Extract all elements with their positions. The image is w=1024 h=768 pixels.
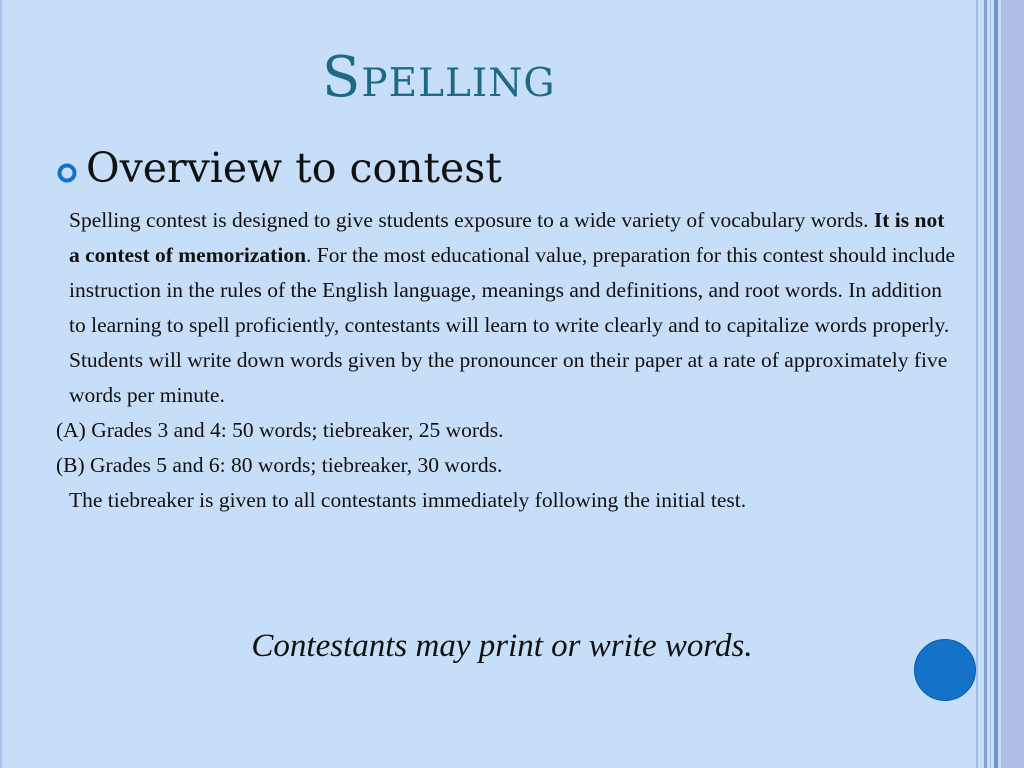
circle-decoration	[914, 639, 976, 701]
slide-title: Spelling	[322, 45, 556, 110]
paragraph-intro-text-end: . For the most educational value, preparation for this contest should include instruction in the rules of the English language, meanings and definitions, and root words. In addition to learning to spell proficiently, contestants will learn to write clearly and to capitalize words properly.	[69, 243, 956, 337]
paragraph-intro	[56, 203, 956, 343]
closing-note: Contestants may print or write words.	[251, 628, 753, 664]
paragraph-intro-text: Spelling contest is designed to give students exposure to a wide variety of vocabulary words.	[69, 208, 874, 232]
bullet-heading	[56, 146, 502, 191]
ring-bullet-icon	[56, 162, 78, 184]
list-item-b: (B) Grades 5 and 6: 80 words; tiebreaker, 30 words.	[56, 453, 503, 477]
paragraph-rate: Students will write down words given by the pronouncer on their paper at a rate of approximately five words per minute.	[69, 348, 948, 407]
slide-body	[56, 203, 956, 518]
section-heading: Overview to contest	[86, 144, 502, 192]
paragraph-tiebreaker: The tiebreaker is given to all contestants immediately following the initial test.	[69, 488, 747, 512]
list-item-a: (A) Grades 3 and 4: 50 words; tiebreaker, 25 words.	[56, 418, 504, 442]
paragraph-intro-bold: It is not a contest of memorization	[69, 208, 945, 267]
